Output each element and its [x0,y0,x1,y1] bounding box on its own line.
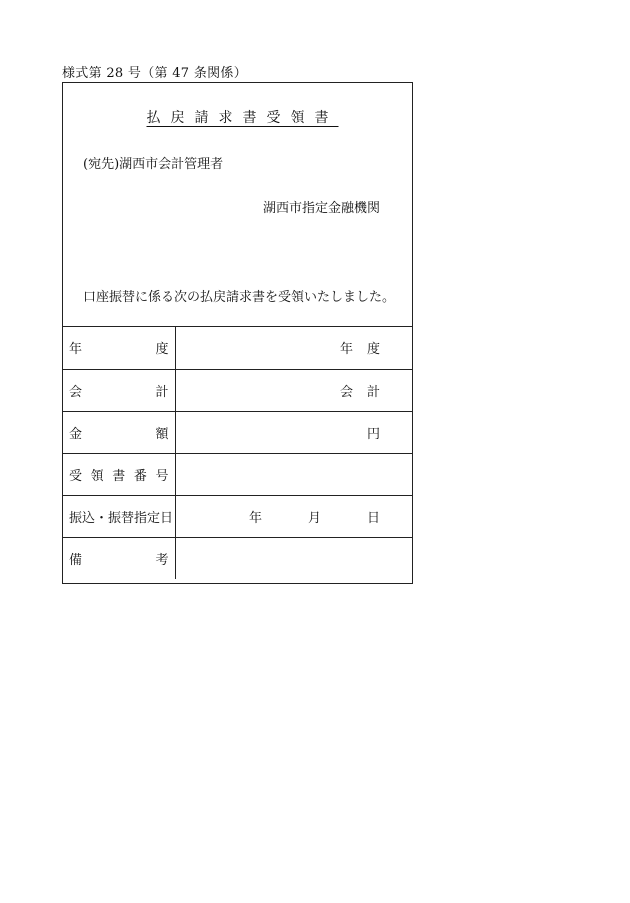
value-transfer-date[interactable]: 年 月 日 [175,495,412,537]
label-account: 会 計 [63,369,175,411]
table-row-receipt-number [63,453,412,495]
form-header-section [63,83,412,327]
value-amount[interactable]: 円 [175,411,412,453]
value-account[interactable]: 会 計 [175,369,412,411]
document-title [63,107,412,127]
label-receipt-number: 受 領 書 番 号 [63,453,175,495]
table-row-fiscal-year [63,327,412,369]
value-remarks[interactable] [175,537,412,579]
receipt-statement: 口座振替に係る次の払戻請求書を受領いたしました。 [83,290,396,305]
form-frame [62,82,413,584]
value-fiscal-year[interactable]: 年 度 [175,327,412,369]
table-row-transfer-date [63,495,412,537]
institution-name: 湖西市指定金融機関 [262,201,380,216]
label-amount: 金 額 [63,411,175,453]
label-transfer-date: 振込・振替指定日 [63,495,175,537]
document-title-text: 払戻請求書受領書 [146,110,339,126]
table-row-account [63,369,412,411]
table-row-remarks [63,537,412,579]
label-fiscal-year: 年 度 [63,327,175,369]
value-receipt-number[interactable] [175,453,412,495]
label-remarks: 備 考 [63,537,175,579]
form-number: 様式第 28 号（第 47 条関係） [62,66,248,81]
addressee: (宛先)湖西市会計管理者 [83,157,224,172]
table-row-amount [63,411,412,453]
details-table [63,327,412,579]
